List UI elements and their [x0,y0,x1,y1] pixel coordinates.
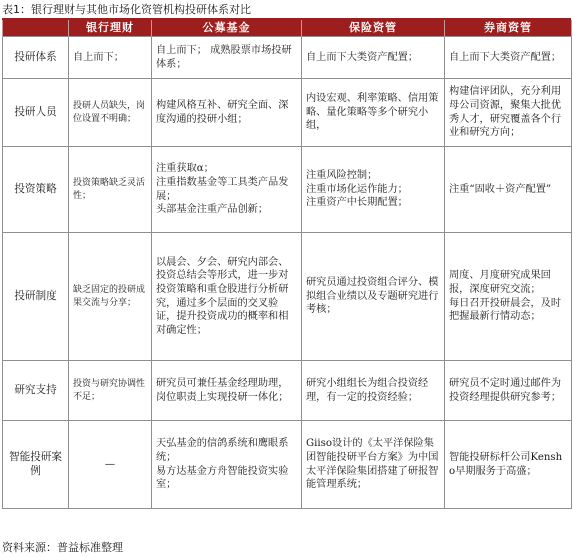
cell-bank: 投资与研究协调性不足； [69,361,152,421]
table-row [3,147,572,233]
table-header-row [3,20,572,37]
cell-fund: 天弘基金的信鸽系统和鹰眼系统； 易方达基金方舟智能投资实验室； [152,421,302,509]
row-label-research-system: 投研体系 [3,37,69,79]
table-caption: 表1：银行理财与其他市场化资管机构投研体系对比 [2,3,251,16]
table-row [3,37,572,79]
comparison-table-container [2,18,571,509]
source-note: 资料来源：普益标准整理 [2,541,123,554]
cell-securities: 注重“固收＋资产配置” [445,147,572,233]
comparison-table [2,20,572,509]
cell-bank: — [69,421,152,509]
table-row [3,233,572,361]
cell-bank: 投资策略缺乏灵活性； [69,147,152,233]
cell-securities: 智能投研标杆公司Kensho早期服务于高盛； [445,421,572,509]
header-insurance-am: 保险资管 [302,20,445,37]
cell-bank: 缺乏固定的投研成果交流与分享； [69,233,152,361]
header-securities-am: 券商资管 [445,20,572,37]
header-corner [3,20,69,37]
table-row [3,79,572,147]
table-row [3,421,572,509]
row-label-investment-strategy: 投资策略 [3,147,69,233]
cell-insurance: Giiso设计的《太平洋保险集团智能投研平台方案》为中国太平洋保险集团搭建了研报智能管理系统； [302,421,445,509]
cell-insurance: 注重风险控制； 注重市场化运作能力； 注重资产中长期配置； [302,147,445,233]
cell-fund: 注重获取α； 注重指数基金等工具类产品发展； 头部基金注重产品创新； [152,147,302,233]
cell-securities: 周度、月度研究成果回报，深度研究交流； 每日召开投研晨会，及时把握最新行情动态； [445,233,572,361]
cell-securities: 构建信评团队，充分利用母公司资源，聚集大批优秀人才，研究覆盖各个行业和研究方向； [445,79,572,147]
cell-securities: 研究员不定时通过邮件为投资经理提供研究参考； [445,361,572,421]
cell-insurance: 内设宏观、利率策略、信用策略、量化策略等多个研究小组， [302,79,445,147]
cell-fund: 自上而下； 成熟股票市场投研体系； [152,37,302,79]
header-public-fund: 公募基金 [152,20,302,37]
cell-fund: 以晨会、夕会、研究内部会、投资总结会等形式，进一步对投资策略和重仓股进行分析研究，通过多个层面的交叉验证，提升投资成功的概率和相对确定性； [152,233,302,361]
cell-fund: 构建风格互补、研究全面、深度沟通的投研小组； [152,79,302,147]
row-label-research-staff: 投研人员 [3,79,69,147]
header-bank-wealth: 银行理财 [69,20,152,37]
cell-insurance: 研究员通过投资组合评分、模拟组合业绩以及专题研究进行考核； [302,233,445,361]
cell-insurance: 研究小组组长为组合投资经理，有一定的投资经验； [302,361,445,421]
row-label-research-mechanism: 投研制度 [3,233,69,361]
row-label-research-support: 研究支持 [3,361,69,421]
cell-insurance: 自上而下大类资产配置； [302,37,445,79]
cell-bank: 投研人员缺失，岗位设置不明确； [69,79,152,147]
row-label-smart-research-cases: 智能投研案例 [3,421,69,509]
cell-securities: 自上而下大类资产配置； [445,37,572,79]
table-row [3,361,572,421]
cell-bank: 自上而下； [69,37,152,79]
cell-fund: 研究员可兼任基金经理助理，岗位职责上实现投研一体化； [152,361,302,421]
